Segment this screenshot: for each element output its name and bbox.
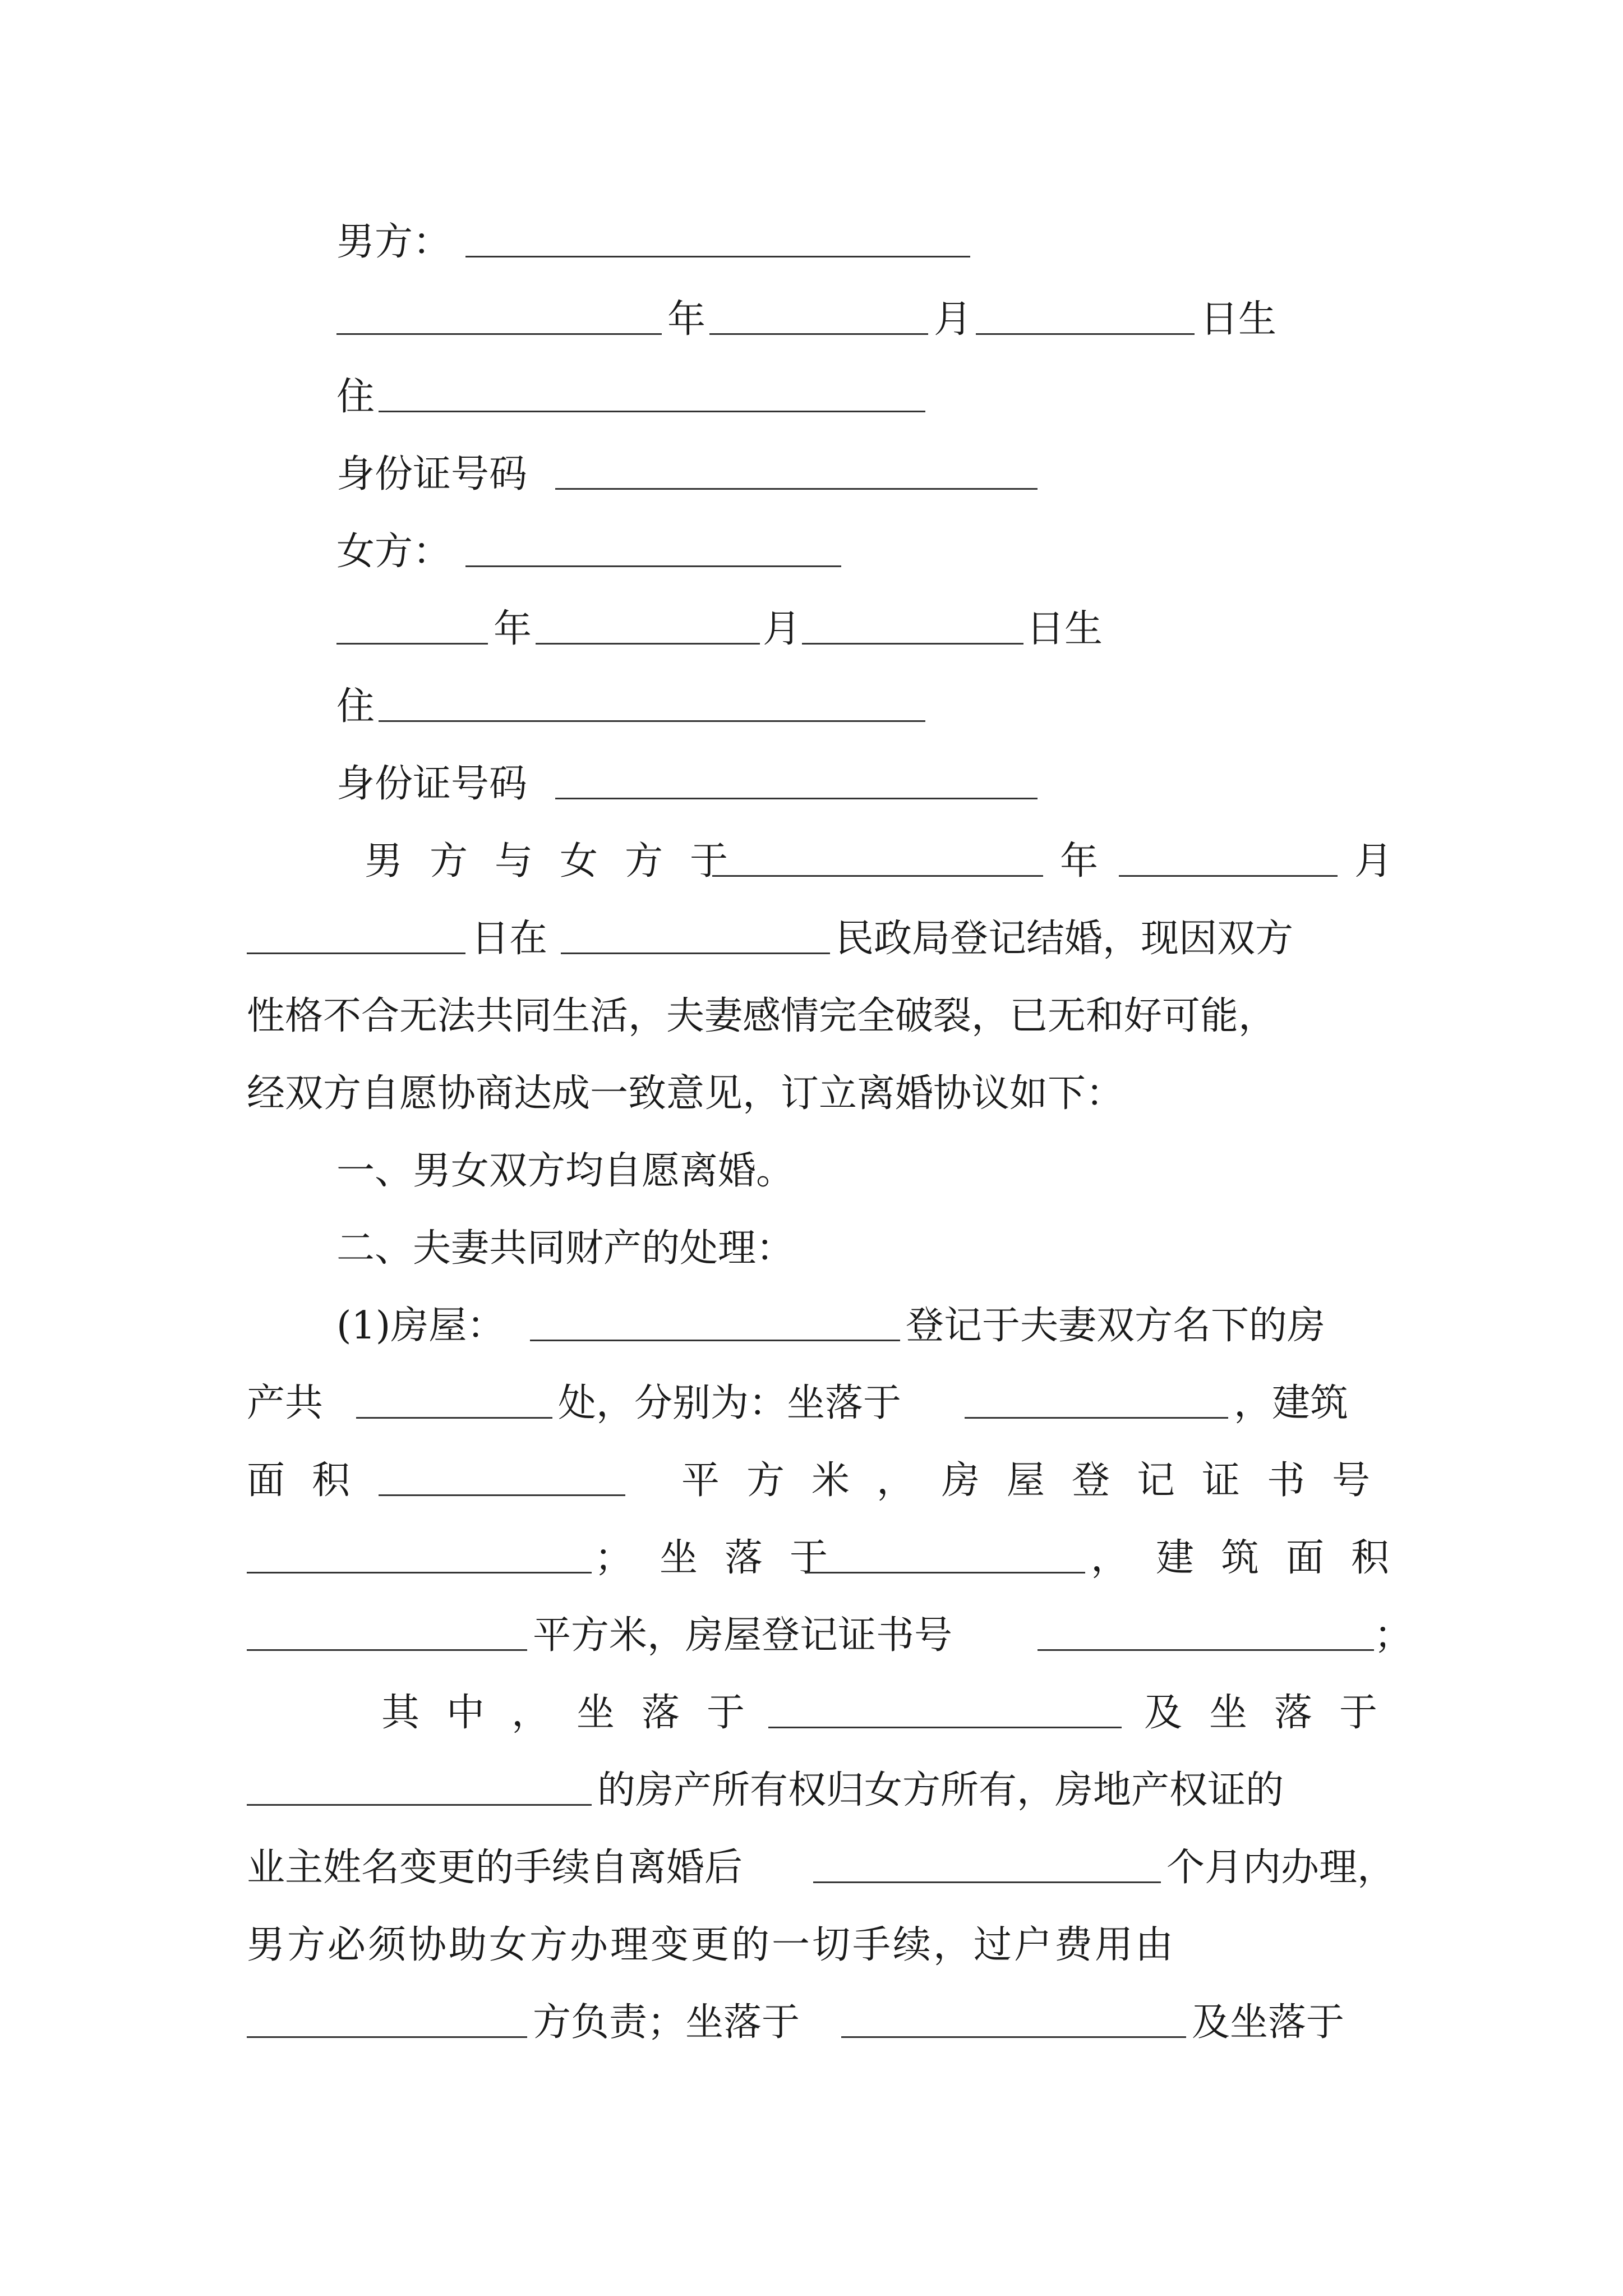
female-address-blank (379, 720, 925, 722)
clause-2-text: 二、夫妻共同财产的处理： (336, 1226, 795, 1271)
male-year-label: 年 (667, 297, 706, 342)
ownership-location-3-blank (841, 2036, 1186, 2038)
ownership-intro: 其中，坐落于 (381, 1691, 772, 1735)
male-id-label: 身份证号码 (336, 452, 528, 496)
marriage-reason: 性格不合无法共同生活，夫妻感情完全破裂，已无和好可能， (247, 994, 1277, 1038)
ownership-and-located: 及坐落于 (1144, 1691, 1405, 1735)
marriage-year-blank (712, 875, 1043, 877)
clause-1-text: 一、男女双方均自愿离婚。 (336, 1149, 795, 1193)
house-end-semicolon: ； (1374, 1613, 1413, 1658)
marriage-month-label: 月 (1354, 839, 1393, 884)
ownership-months-text: 个月内办理， (1166, 1846, 1396, 1890)
female-id-blank (555, 798, 1038, 799)
marriage-month-blank (1119, 875, 1338, 877)
male-birth-month-blank (709, 333, 928, 335)
male-id-blank (555, 488, 1038, 490)
marriage-bureau-text: 民政局登记结婚，现因双方 (836, 917, 1294, 961)
ownership-months-blank (813, 1881, 1161, 1883)
ownership-location-1-blank (768, 1727, 1122, 1728)
marriage-day-blank (247, 953, 465, 954)
marriage-intro: 男方与女方于 (365, 839, 755, 884)
female-day-label: 日生 (1026, 607, 1103, 651)
female-birth-month-blank (536, 643, 760, 645)
female-id-label: 身份证号码 (336, 762, 528, 806)
marriage-day-at: 日在 (471, 917, 548, 961)
house-1-area-blank (379, 1494, 625, 1496)
house-1-certificate-blank (247, 1572, 592, 1573)
female-birth-day-blank (802, 643, 1023, 645)
male-address-blank (379, 411, 925, 412)
female-month-label: 月 (763, 607, 801, 651)
male-day-label: 日生 (1200, 297, 1277, 342)
marriage-conclusion: 经双方自愿协商达成一致意见，订立离婚协议如下： (247, 1071, 1124, 1116)
ownership-fee-party-blank (247, 2036, 527, 2038)
male-label: 男方： (336, 220, 451, 264)
ownership-location-2-blank (247, 1804, 592, 1806)
male-address-label: 住 (336, 375, 375, 419)
ownership-fee-text: 方负责；坐落于 (533, 2000, 800, 2045)
female-name-blank (465, 565, 841, 567)
house-count-label: 产共 (247, 1381, 324, 1425)
female-birth-year-blank (336, 643, 488, 645)
female-year-label: 年 (494, 607, 532, 651)
ownership-female-text: 的房产所有权归女方所有，房地产权证的 (597, 1768, 1284, 1812)
house-1-certificate-text: 平方米，房屋登记证书号 (681, 1458, 1398, 1503)
house-2-located-text: ；坐落于 (594, 1536, 855, 1580)
house-2-certificate-text: 平方米，房屋登记证书号 (533, 1613, 953, 1658)
house-registered-text: 登记于夫妻双方名下的房 (906, 1304, 1326, 1348)
house-2-certificate-blank (1038, 1649, 1374, 1651)
house-owner-blank (530, 1340, 900, 1341)
ownership-assist-text: 男方必须协助女方办理变更的一切手续，过户费用由 (247, 1923, 1176, 1967)
ownership-transfer-text: 业主姓名变更的手续自离婚后 (247, 1846, 743, 1890)
house-label: (1)房屋： (336, 1304, 505, 1348)
female-label: 女方： (336, 530, 451, 574)
marriage-bureau-blank (561, 953, 830, 954)
male-birth-day-blank (976, 333, 1195, 335)
male-month-label: 月 (934, 297, 972, 342)
marriage-year-label: 年 (1060, 839, 1099, 884)
house-2-area-blank (247, 1649, 527, 1651)
female-address-label: 住 (336, 684, 375, 729)
house-located-text: 处，分别为：坐落于 (558, 1381, 902, 1425)
house-2-location-blank (805, 1572, 1085, 1573)
house-1-location-blank (965, 1417, 1228, 1419)
ownership-and-located-2: 及坐落于 (1192, 2000, 1345, 2045)
male-name-blank (465, 256, 970, 257)
house-building-text: ，建筑 (1234, 1381, 1349, 1425)
male-birth-year-blank (336, 333, 662, 335)
house-2-building-area-text: ，建筑面积 (1091, 1536, 1417, 1580)
house-count-blank (356, 1417, 552, 1419)
house-area-label: 面积 (247, 1458, 377, 1503)
